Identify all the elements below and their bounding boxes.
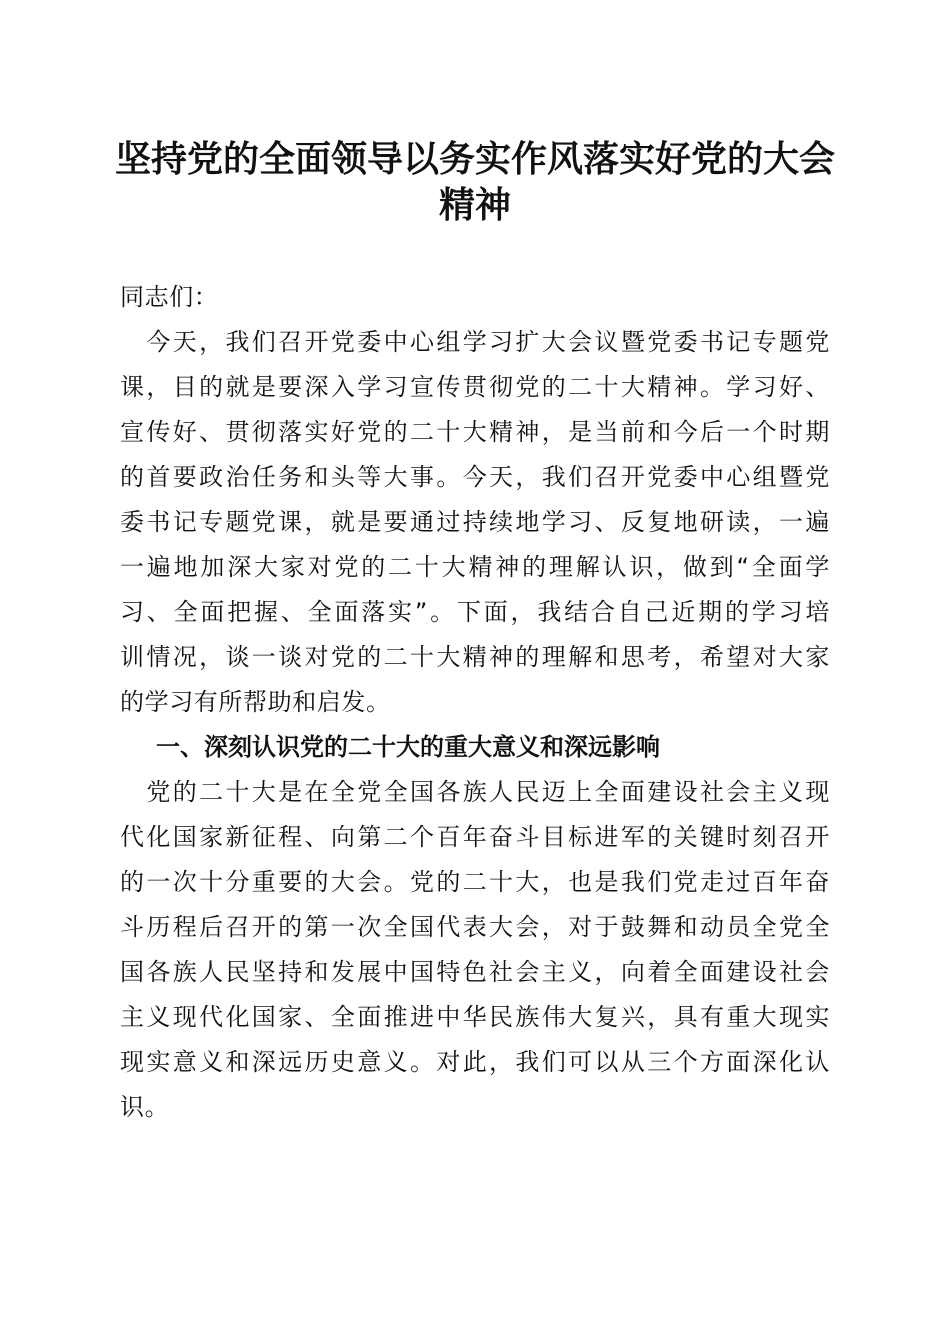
- paragraph-2-line: 国各族人民坚持和发展中国特色社会主义，向着全面建设社会: [120, 958, 830, 986]
- paragraph-2-line: 主义现代化国家、全面推进中华民族伟大复兴，具有重大现实: [120, 1003, 830, 1031]
- document-title-line-1: 坚持党的全面领导以务实作风落实好党的大会: [114, 138, 835, 180]
- document-title-line-2: 精神: [438, 184, 511, 226]
- salutation: 同志们：: [120, 283, 219, 311]
- paragraph-1-line: 一遍地加深大家对党的二十大精神的理解认识，做到“全面学: [120, 553, 830, 581]
- paragraph-1-line: 委书记专题党课，就是要通过持续地学习、反复地研读，一遍: [120, 508, 830, 536]
- paragraph-2-line: 识。: [120, 1093, 170, 1121]
- paragraph-1-line: 宣传好、贯彻落实好党的二十大精神，是当前和今后一个时期: [120, 418, 830, 446]
- paragraph-2-line: 现实意义和深远历史意义。对此，我们可以从三个方面深化认: [120, 1048, 830, 1076]
- paragraph-2-line: 斗历程后召开的第一次全国代表大会，对于鼓舞和动员全党全: [120, 913, 830, 941]
- paragraph-1-line: 课，目的就是要深入学习宣传贯彻党的二十大精神。学习好、: [120, 373, 830, 401]
- paragraph-2-line: 代化国家新征程、向第二个百年奋斗目标进军的关键时刻召开: [120, 823, 830, 851]
- paragraph-1-line: 习、全面把握、全面落实”。下面，我结合自己近期的学习培: [120, 598, 830, 626]
- paragraph-1-line: 今天，我们召开党委中心组学习扩大会议暨党委书记专题党: [120, 328, 830, 356]
- paragraph-1-line: 的学习有所帮助和启发。: [120, 688, 391, 716]
- paragraph-1-line: 的首要政治任务和头等大事。今天，我们召开党委中心组暨党: [120, 463, 830, 491]
- paragraph-2-line: 的一次十分重要的大会。党的二十大，也是我们党走过百年奋: [120, 868, 830, 896]
- paragraph-2-line: 党的二十大是在全党全国各族人民迈上全面建设社会主义现: [120, 778, 830, 806]
- section-heading-1: 一、深刻认识党的二十大的重大意义和深远影响: [156, 733, 660, 761]
- paragraph-1-line: 训情况，谈一谈对党的二十大精神的理解和思考，希望对大家: [120, 643, 830, 671]
